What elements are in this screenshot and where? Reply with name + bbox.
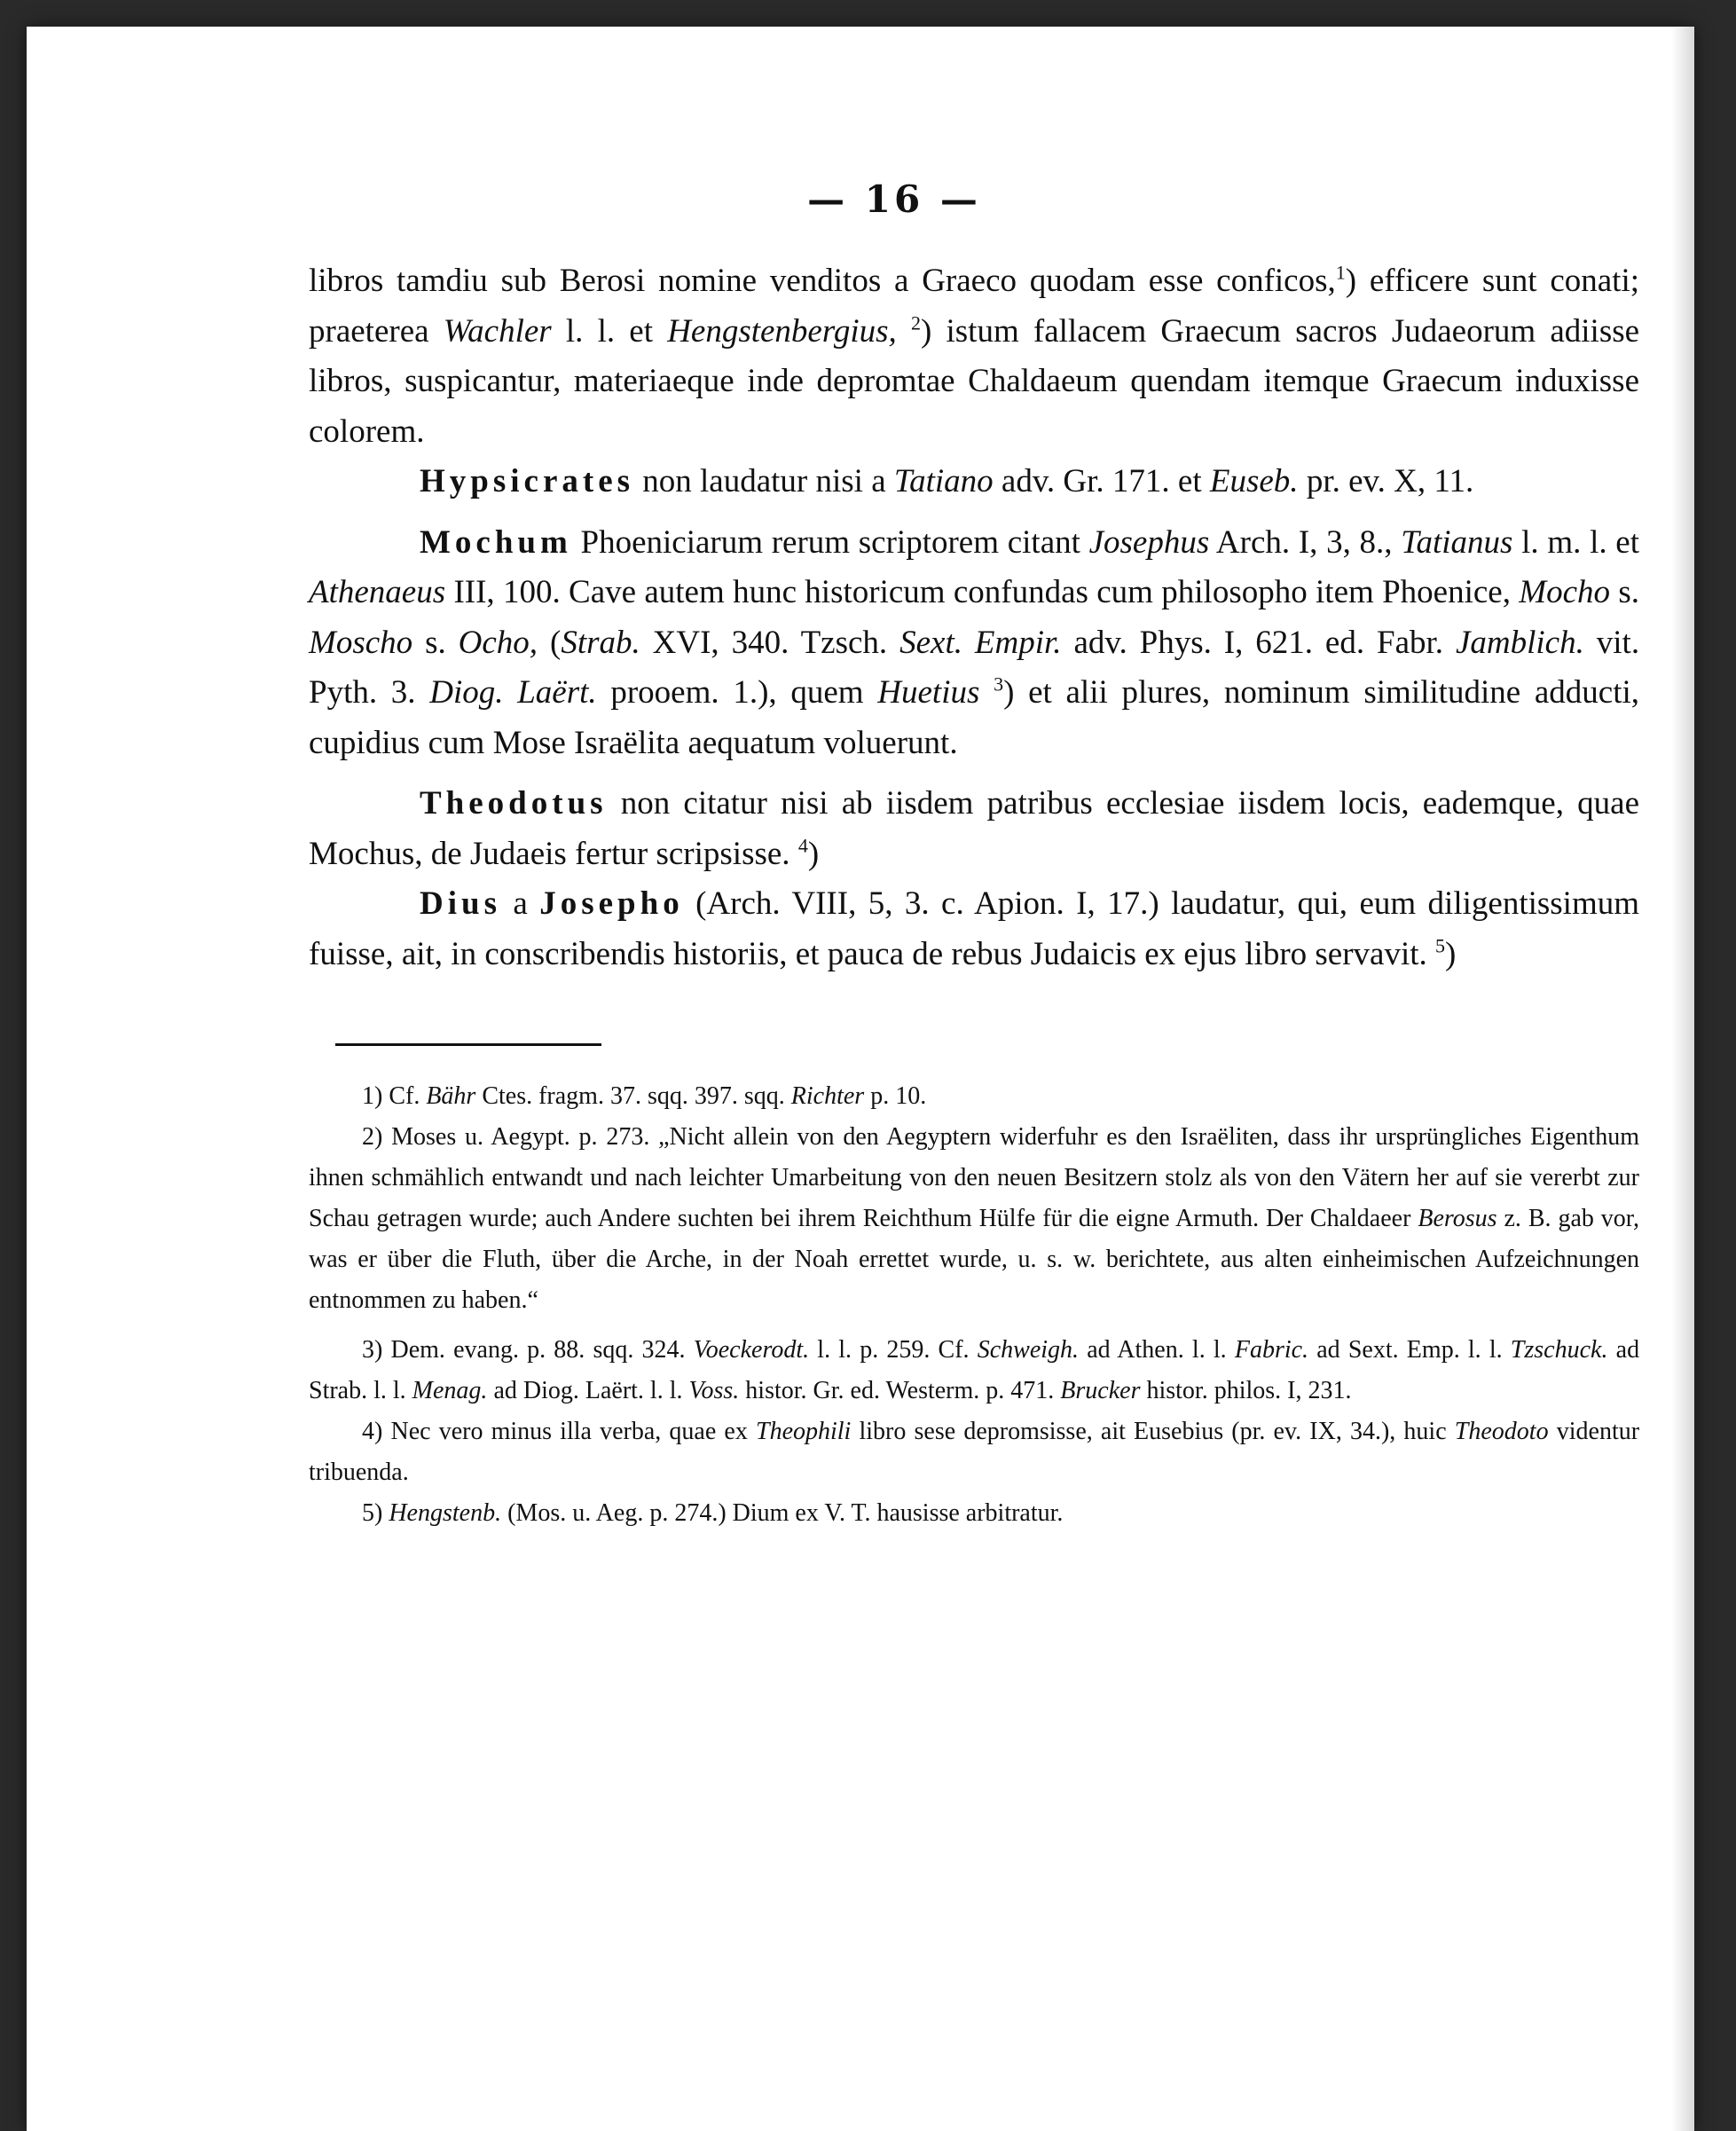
footnote-ref-1[interactable]: 1 <box>1335 261 1346 284</box>
footnote-ref-3[interactable]: 3 <box>994 672 1004 696</box>
footnotes <box>309 1076 1639 1534</box>
footnote-ref-4[interactable]: 4 <box>797 834 808 857</box>
book-page <box>27 27 1694 2131</box>
main-text <box>309 256 1639 979</box>
footnote-divider <box>335 1043 601 1046</box>
name-hypsicrates: Hypsicrates <box>420 463 635 499</box>
footnote-5: 5) Hengstenb. (Mos. u. Aeg. p. 274.) Dium ex V. T. hausisse arbitratur. <box>362 1499 1064 1527</box>
page-edge <box>1671 27 1694 2131</box>
name-theodotus: Theodotus <box>420 785 608 822</box>
name-mochus: Mochum <box>420 523 572 561</box>
paragraph-berosus: libros tamdiu sub Berosi nomine venditos a Graeco quodam esse conficos,$^1$) efficere sunt conati; praeterea Wachler l. l. et Hengstenbergius, $^2$) istum fallacem Graecum sacros Judaeorum adiisse libros, suspicantur, materiaeque inde depromtae Chaldaeum quendam itemque Graecum induxisse colorem. <box>309 261 1640 450</box>
footnote-4: 4) Nec vero minus illa verba, quae ex Theophili libro sese depromsisse, ait Eusebius (pr. ev. IX, 34.), huic Theodoto videntur tribuenda. <box>309 1418 1640 1486</box>
footnote-2: 2) Moses u. Aegypt. p. 273. „Nicht allein von den Aegyptern widerfuhr es den Israëliten, dass ihr ursprüngliches Eigenthum ihnen schmählich entwandt und nach leichter Umarbeitung von den neuen Besitzern stolz als von den Vätern her auf sie vererbt zur Schau getragen wurde; auch Andere suchten bei ihrem Reichthum Hülfe für die eigne Armuth. Der Chaldaeer Berosus z. B. gab vor, was er über die Fluth, über die Arche, in der Noah errettet wurde, u. s. w. berichtete, aus alten einheimischen Aufzeichnungen entnommen zu haben.“ <box>309 1123 1640 1314</box>
footnote-ref-2[interactable]: 2 <box>911 311 921 334</box>
author-wachler: Wachler <box>443 312 552 350</box>
paragraph-hypsicrates: Hypsicrates non laudatur nisi a Tatiano adv. Gr. 171. et Euseb. pr. ev. X, 11. <box>420 463 1474 499</box>
footnote-ref-5[interactable]: 5 <box>1435 934 1446 957</box>
page-number: — 16 — <box>807 177 981 221</box>
footnote-3: 3) Dem. evang. p. 88. sqq. 324. Voeckerodt. l. l. p. 259. Cf. Schweigh. ad Athen. l. l. Fabric. ad Sext. Emp. l. l. Tzschuck. ad Strab. l. l. Menag. ad Diog. Laërt. l. l. Voss. histor. Gr. ed. Westerm. p. 471. Brucker histor. philos. I, 231. <box>309 1336 1640 1404</box>
page-content <box>309 177 1639 1534</box>
paragraph-theodotus: Theodotus non citatur nisi ab iisdem patribus ecclesiae iisdem locis, eademque, quae Mochus, de Judaeis fertur scripsisse. $^4$) <box>309 785 1639 872</box>
name-dius: Dius <box>420 885 501 922</box>
footnote-1: 1) Cf. Bähr Ctes. fragm. 37. sqq. 397. sqq. Richter p. 10. <box>362 1082 927 1110</box>
paragraph-dius: Dius a Josepho (Arch. VIII, 5, 3. c. Apion. I, 17.) laudatur, qui, eum diligentissimum fuisse, ait, in conscribendis historiis, et pauca de rebus Judaicis ex ejus libro servavit. $^5$) <box>309 885 1640 972</box>
paragraph-mochus: Mochum Phoeniciarum rerum scriptorem citant Josephus Arch. I, 3, 8., Tatianus l. m. l. et Athenaeus III, 100. Cave autem hunc historicum confundas cum philosopho item Phoenice, Mocho s. Moscho s. Ocho, (Strab. XVI, 340. Tzsch. Sext. Empir. adv. Phys. I, 621. ed. Fabr. Jamblich. vit. Pyth. 3. Diog. Laërt. prooem. 1.), quem Huetius $^3$) et alii plures, nominum similitudine adducti, cupidius cum Mose Israëlita aequatum voluerunt. <box>309 523 1640 761</box>
author-hengstenbergius: Hengstenbergius, <box>667 312 897 350</box>
